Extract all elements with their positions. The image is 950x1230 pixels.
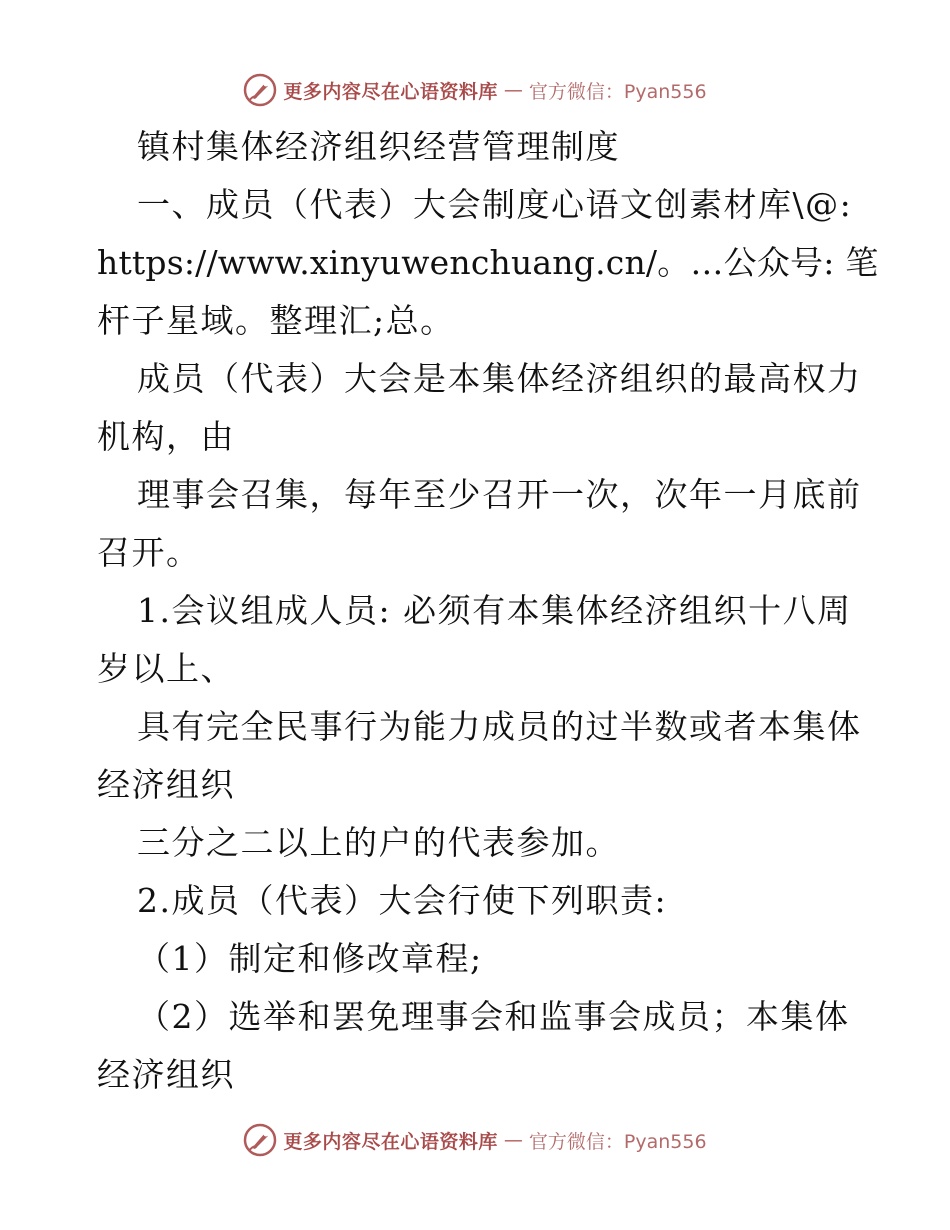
banner-wechat-text: 官方微信：Pyan556 (528, 1130, 707, 1153)
banner-brand-text: 更多内容尽在心语资料库 (283, 80, 498, 103)
paragraph-line: 成员（代表）大会是本集体经济组织的最高权力 (137, 359, 862, 398)
paragraph-line: 召开。 (97, 533, 201, 572)
paragraph-line: 经济组织 (97, 1055, 235, 1094)
banner-wechat-text: 官方微信：Pyan556 (528, 80, 707, 103)
pen-nib-logo-icon (243, 73, 277, 107)
paragraph-line: 2.成员（代表）大会行使下列职责: (137, 881, 668, 920)
document-title: 镇村集体经济组织经营管理制度 (137, 127, 620, 166)
paragraph-line: 理事会召集，每年至少召开一次，次年一月底前 (137, 475, 862, 514)
pen-nib-logo-icon (243, 1123, 277, 1157)
paragraph-line: 机构，由 (97, 417, 235, 456)
paragraph-line: 杆子星域。整理汇;总。 (97, 301, 455, 340)
document-body (97, 118, 879, 1104)
paragraph-line: （1）制定和修改章程; (137, 939, 483, 978)
paragraph-line: 1.会议组成人员: 必须有本集体经济组织十八周 (137, 591, 852, 630)
paragraph-line: 岁以上、 (97, 649, 235, 688)
footer-watermark-banner (0, 1120, 950, 1160)
paragraph-line: 经济组织 (97, 765, 235, 804)
paragraph-line: 三分之二以上的户的代表参加。 (137, 823, 620, 862)
paragraph-line: https://www.xinyuwenchuang.cn/。…公众号: 笔 (97, 243, 879, 282)
banner-dash: — (503, 1129, 523, 1151)
banner-brand-text: 更多内容尽在心语资料库 (283, 1130, 498, 1153)
header-watermark-banner (0, 70, 950, 110)
paragraph-line: 一、成员（代表）大会制度心语文创素材库\@: (137, 185, 853, 224)
paragraph-line: 具有完全民事行为能力成员的过半数或者本集体 (137, 707, 862, 746)
paragraph-line: （2）选举和罢免理事会和监事会成员；本集体 (137, 997, 850, 1036)
banner-dash: — (503, 79, 523, 101)
